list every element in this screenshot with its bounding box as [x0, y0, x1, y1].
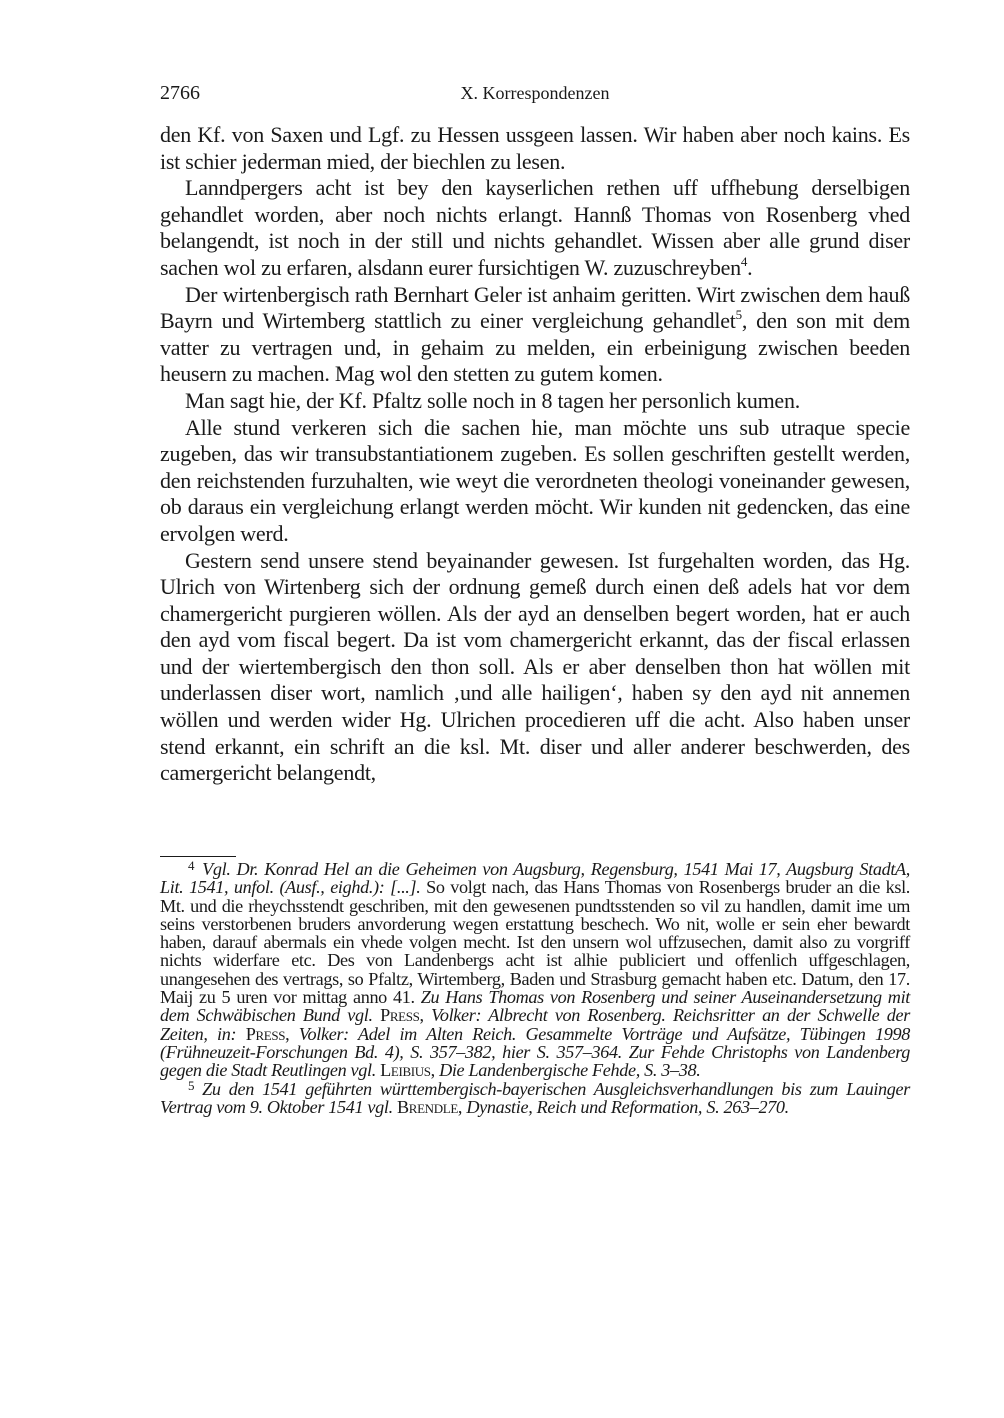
footnote-ref-4[interactable]: 4: [740, 253, 748, 269]
fn5-italic-1: Zu den 1541 geführten württembergisch-bayerischen Ausgleichsverhandlungen bis zum Lauinger Vertrag vom 9. Oktober 1541 vgl.: [160, 1078, 910, 1117]
paragraph-3-text-a: Der wirtenbergisch rath Bernhart Geler ist anhaim geritten. Wirt zwischen dem hauß Bayrn und Wirtemberg stattlich zu einer vergleichung gehandlet: [160, 281, 910, 334]
footnotes: [160, 856, 910, 1116]
fn4-author-press-1: Press,: [380, 1005, 424, 1026]
paragraph-4: Man sagt hie, der Kf. Pfaltz solle noch in 8 tagen her personlich kumen.: [185, 387, 800, 413]
paragraph-1: den Kf. von Saxen und Lgf. zu Hessen ussgeen lassen. Wir haben aber noch kains. Es ist schier jederman mied, der biechlen zu lesen.: [160, 122, 910, 174]
fn4-author-press-2: Press,: [245, 1023, 290, 1044]
paragraph-3-text-b: , den son mit dem vatter zu vertragen und, in gehaim zu melden, ein erbeinigung zwischen beeden heusern zu machen. Mag wol den stetten zu gutem komen.: [160, 308, 910, 387]
fn4-author-leibius: Leibius,: [380, 1060, 435, 1081]
page-header: [160, 78, 910, 108]
fn4-italic-2: Zu Hans Thomas von Rosenberg und seiner Auseinandersetzung mit dem Schwäbischen Bund vgl.: [160, 987, 910, 1026]
fn5-italic-2: Dynastie, Reich und Reformation, S. 263–270.: [462, 1096, 789, 1117]
footnote-mark-4: 4: [188, 858, 195, 873]
fn5-author-brendle: Brendle,: [396, 1096, 463, 1117]
paragraph-2-text: Lanndpergers acht ist bey den kayserlichen rethen uff uffhebung derselbigen gehandlet worden, aber noch nichts erlangt. Hannß Thomas von Rosenberg vhed belangendt, ist noch in der still und nichts gehandlet. Wissen aber alle grund diser sachen wol zu erfaren, alsdann eurer fursichtigen W. zuzuschreyben: [160, 175, 910, 280]
page-number: 2766: [160, 82, 200, 104]
fn4-italic-5: Die Landenbergische Fehde, S. 3–38.: [434, 1060, 701, 1081]
fn4-italic-3: Volker: Albrecht von Rosenberg. Reichsritter an der Schwelle der Zeiten, in:: [160, 1005, 910, 1044]
footnote-mark-5: 5: [188, 1077, 195, 1093]
paragraph-2-end: .: [747, 254, 753, 280]
footnote-ref-5[interactable]: 5: [735, 307, 742, 323]
fn4-italic-4: Volker: Adel im Alten Reich. Gesammelte Vorträge und Aufsätze, Tübingen 1998 (Frühneuzeit-Forschungen Bd. 4), S. 357–382, hier S. 357–364. Zur Fehde Christophs von Landenberg gegen die Stadt Reutlingen vgl.: [160, 1023, 911, 1081]
footnote-5: [160, 1077, 910, 1117]
fn4-roman-1: So volgt nach, das Hans Thomas von Rosenbergs bruder an die ksl. Mt. und die rheychsstendt geschriben, mit den gewesenen pundtsstenden so vil zu handlen, damit ime um seins verstorbenen bruders anvorderung wegen erstattung beschech. Wo nit, wolle er sein eher bewardt haben, darauf abermals ein vhede volgen mecht. Ist den unsern wol uffzusechen, damit also zu vorgriff nichts widerfare etc. Des von Landenbergs acht ist alhie publiciert und offenlich uffgeschlagen, unangesehen des vertrags, so Pfaltz, Wirtemberg, Baden und Strasburg gemacht haben etc. Datum, den 17. Maij zu 5 uren vor mittag anno 41.: [160, 877, 911, 1008]
paragraph-6: Gestern send unsere stend beyainander gewesen. Ist furgehalten worden, das Hg. Ulrich von Wirtenberg sich der ordnung gemeß durch einen deß adels hat vor dem chamergericht purgieren wöllen. Als der ayd an denselben begert worden, hat er auch den ayd vom fiscal begert. Da ist vom chamergericht erkannt, das der fiscal erlassen und der wiertembergisch den thon soll. Als er aber denselben thon hat wöllen mit underlassen diser wort, namlich ‚und alle hailigen‘, haben sy den ayd nit annemen wöllen und werden wider Hg. Ulrichen procedieren uff die acht. Also haben unser stend erkannt, ein schrift an die ksl. Mt. diser und aller anderer beschwerden, des camergericht belangendt,: [160, 547, 910, 786]
footnote-4: [160, 860, 910, 1080]
main-text: [160, 122, 910, 787]
running-title: X. Korrespondenzen: [460, 83, 610, 103]
paragraph-3: [160, 282, 910, 388]
page: [160, 78, 910, 787]
footnote-rule: [160, 856, 236, 857]
fn4-italic-1: Vgl. Dr. Konrad Hel an die Geheimen von Augsburg, Regensburg, 1541 Mai 17, Augsburg StadtA, Lit. 1541, unfol. (Ausf., eighd.): [...].: [160, 859, 910, 898]
paragraph-5: Alle stund verkeren sich die sachen hie, man möchte uns sub utraque specie zugeben, das wir transubstantiationem zugeben. Es sollen geschriften gestellt werden, den reichstenden furzuhalten, wie weyt die verordneten theologi voneinander gewesen, ob daraus ein vergleichung erlangt werden möcht. Wir kunden nit gedencken, das eine ervolgen werd.: [160, 414, 910, 546]
paragraph-2: [160, 175, 910, 281]
